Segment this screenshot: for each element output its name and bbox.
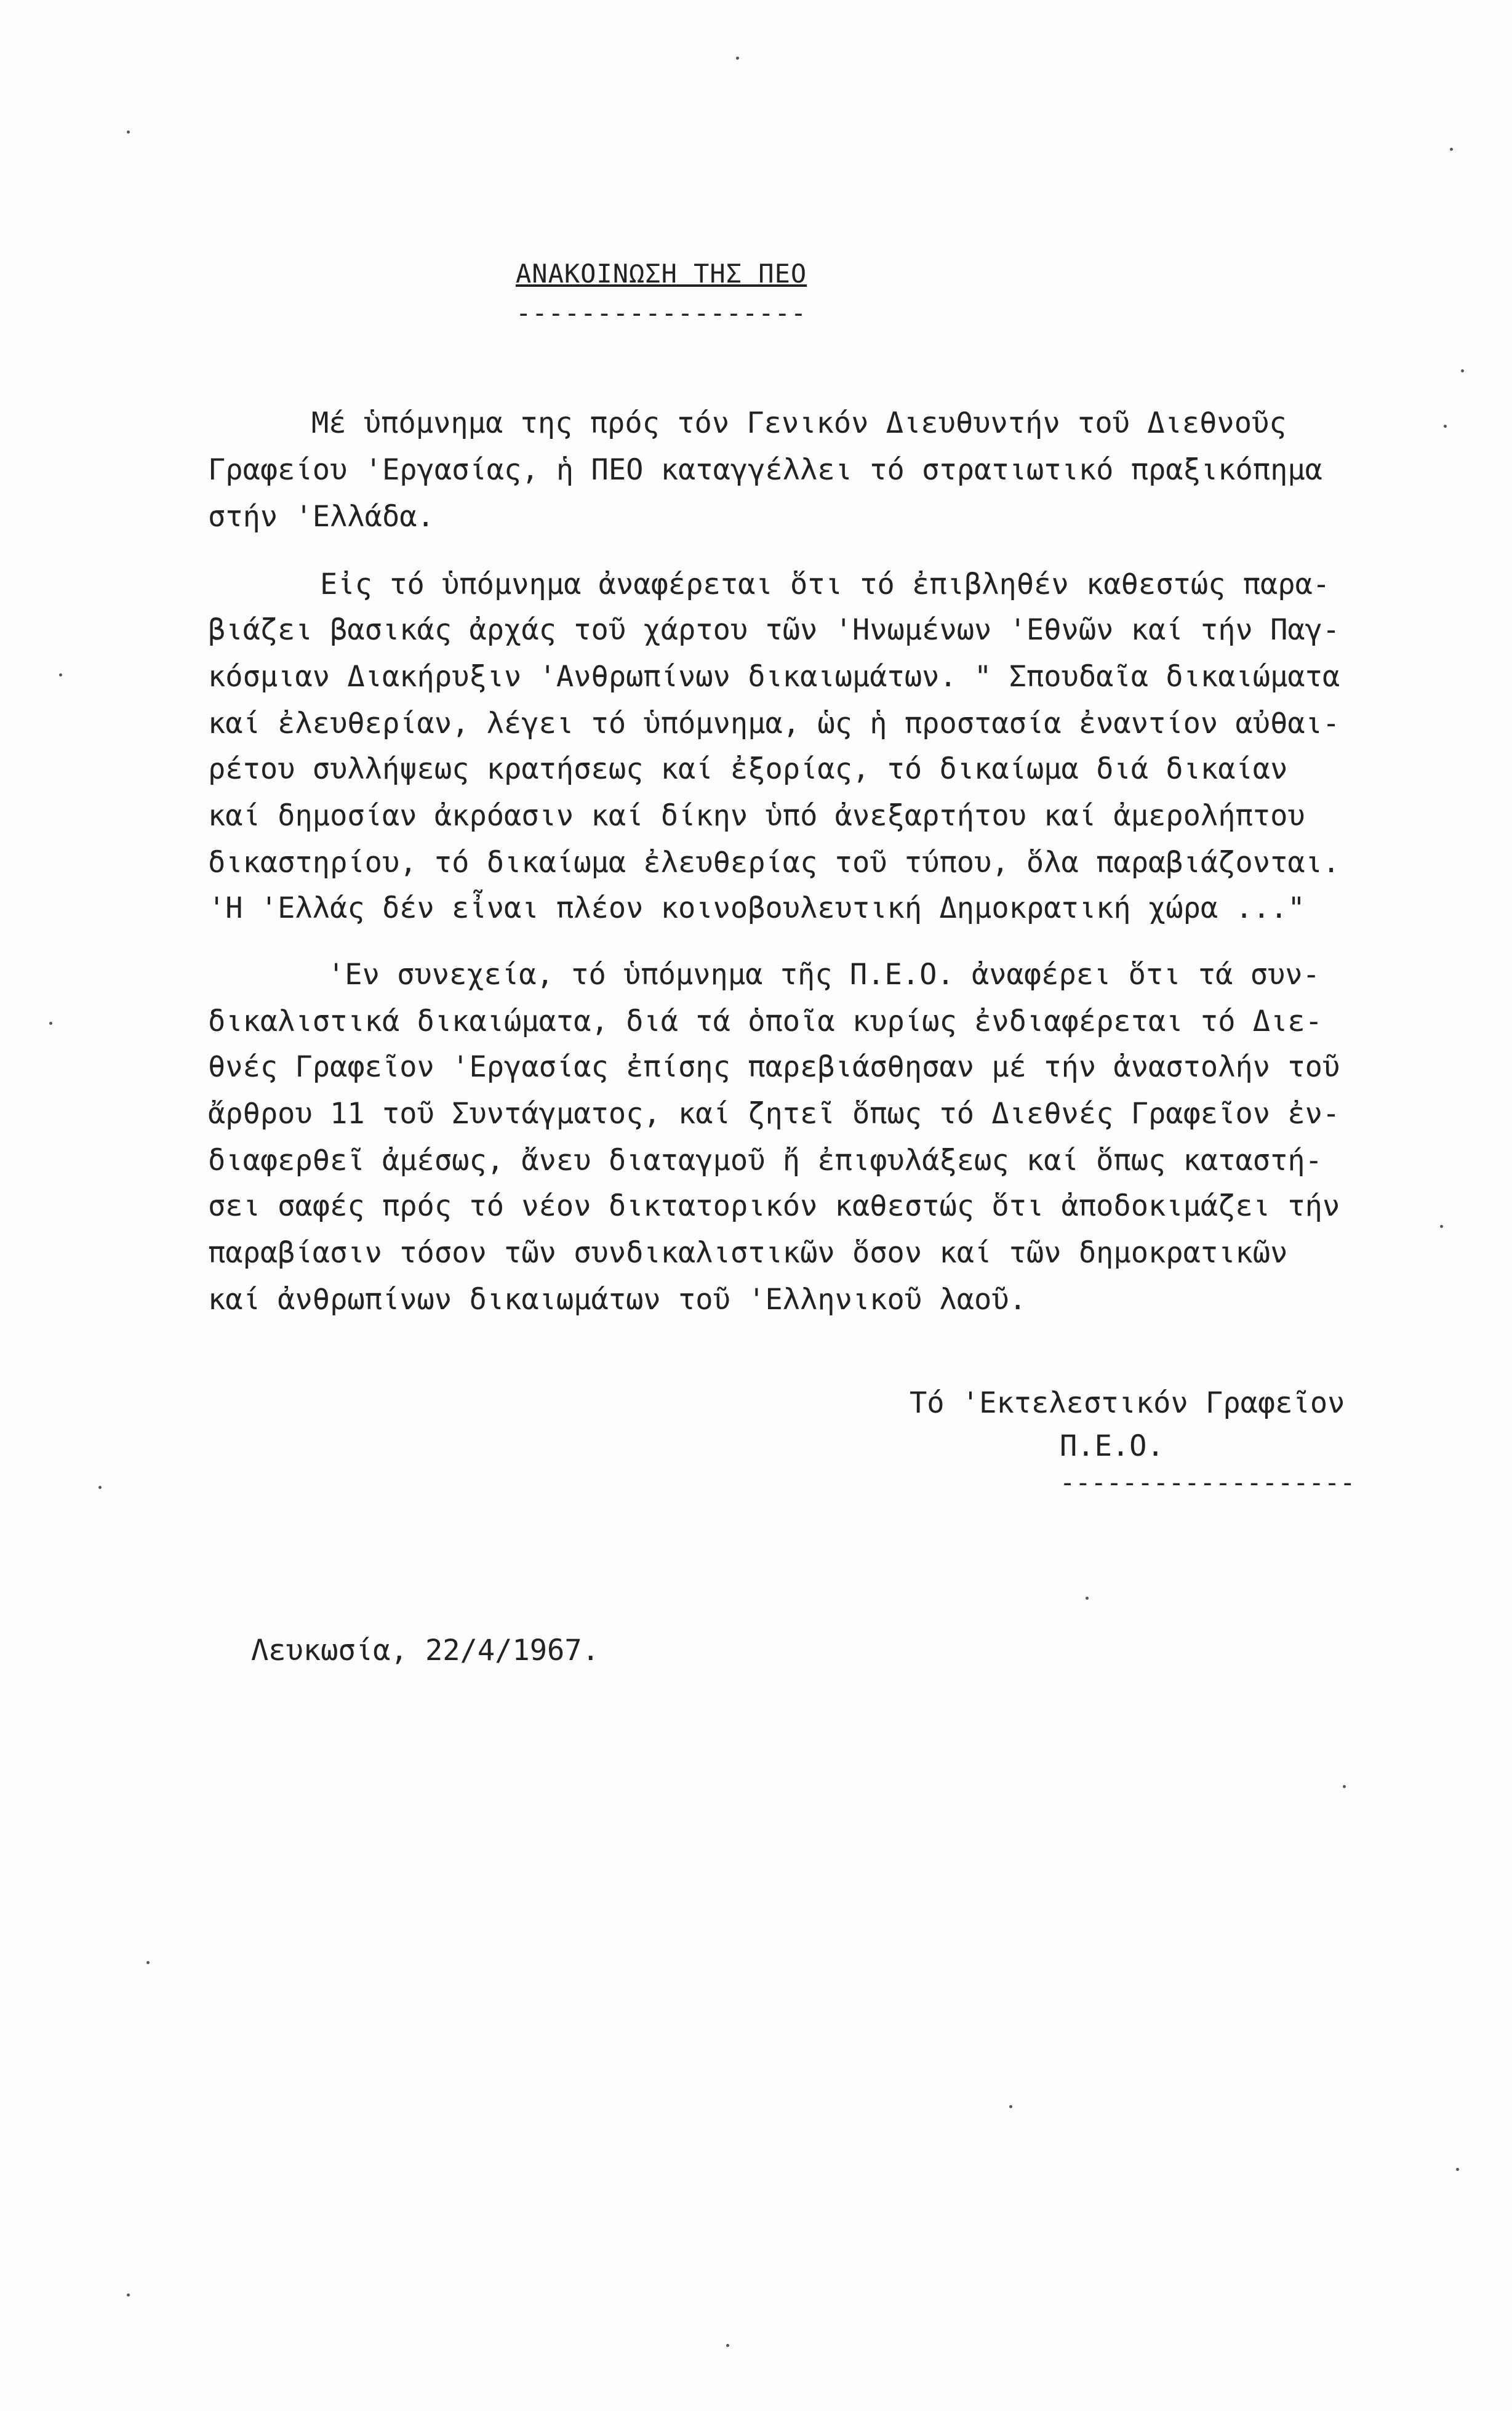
title-dashed-rule: ------------------ [516, 298, 807, 328]
paragraph-1-line-2: Γραφείου 'Εργασίας, ἡ ΠΕΟ καταγγέλλει τό στρατιωτικό πραξικόπημα [208, 453, 1322, 487]
scan-speck [1456, 2168, 1459, 2171]
scan-speck [127, 130, 130, 134]
scan-speck [1086, 1597, 1089, 1600]
paragraph-3-line-3: θνές Γραφεῖον 'Εργασίας ἐπίσης παρεβιάσθησαν μέ τήν ἀναστολήν τοῦ [208, 1050, 1340, 1084]
document-title: ΑΝΑΚΟΙΝΩΣΗ ΤΗΣ ΠΕΟ [516, 259, 807, 289]
paragraph-2-line-2: βιάζει βασικάς ἀρχάς τοῦ χάρτου τῶν 'Ηνωμένων 'Εθνῶν καί τήν Παγ- [208, 613, 1340, 647]
paragraph-3-line-1: 'Εν συνεχεία, τό ὑπόμνημα τῆς Π.Ε.Ο. ἀναφέρει ὅτι τά συν- [327, 958, 1320, 992]
paragraph-2-line-6: καί δημοσίαν ἀκρόασιν καί δίκην ὑπό ἀνεξαρτήτου καί ἀμερολήπτου [208, 799, 1305, 833]
date-line: Λευκωσία, 22/4/1967. [251, 1634, 599, 1667]
paragraph-2-line-5: ρέτου συλλήψεως κρατήσεως καί ἐξορίας, τό δικαίωμα διά δικαίαν [208, 752, 1288, 786]
paragraph-2-line-4: καί ἐλευθερίαν, λέγει τό ὑπόμνημα, ὡς ἡ προστασία ἐναντίον αὐθαι- [208, 707, 1340, 740]
scan-speck [1343, 1785, 1346, 1788]
paragraph-3-line-2: δικαλιστικά δικαιώματα, διά τά ὁποῖα κυρίως ἐνδιαφέρεται τό Διε- [208, 1005, 1322, 1038]
paragraph-2-line-8: 'Η 'Ελλάς δέν εἶναι πλέον κοινοβουλευτική Δημοκρατική χώρα ..." [208, 891, 1305, 925]
scan-speck [1461, 369, 1464, 372]
paragraph-2-line-7: δικαστηρίου, τό δικαίωμα ἐλευθερίας τοῦ τύπου, ὅλα παραβιάζονται. [208, 846, 1340, 880]
scan-speck [49, 1022, 52, 1025]
paragraph-1-line-1: Μέ ὑπόμνημα της πρός τόν Γενικόν Διευθυντήν τοῦ Διεθνοῦς [311, 406, 1287, 440]
signature-line-2: Π.Ε.Ο. [1060, 1429, 1164, 1463]
scan-speck [726, 2344, 729, 2347]
signature-line-1: Τό 'Εκτελεστικόν Γραφεῖον [910, 1386, 1345, 1420]
scan-speck [1009, 2105, 1012, 2108]
scan-speck [59, 673, 62, 676]
scan-speck [127, 2293, 130, 2297]
scan-speck [736, 57, 739, 60]
paragraph-3-line-8: καί ἀνθρωπίνων δικαιωμάτων τοῦ 'Ελληνικοῦ λαοῦ. [208, 1283, 1026, 1317]
paragraph-3-line-5: διαφερθεῖ ἀμέσως, ἄνευ διαταγμοῦ ἤ ἐπιφυλάξεως καί ὅπως καταστή- [208, 1144, 1322, 1177]
scan-speck [146, 1961, 150, 1964]
paragraph-2-line-1: Εἰς τό ὑπόμνημα ἀναφέρεται ὅτι τό ἐπιβληθέν καθεστώς παρα- [320, 568, 1330, 601]
signature-dashed-rule: ------------------- [1060, 1467, 1356, 1498]
scan-speck [1440, 1225, 1443, 1228]
paragraph-2-line-3: κόσμιαν Διακήρυξιν 'Ανθρωπίνων δικαιωμάτων. " Σπουδαῖα δικαιώματα [208, 660, 1340, 694]
paragraph-3-line-4: ἄρθρου 11 τοῦ Συντάγματος, καί ζητεῖ ὅπως τό Διεθνές Γραφεῖον ἐν- [208, 1097, 1340, 1131]
paragraph-1-line-3: στήν 'Ελλάδα. [208, 500, 434, 534]
scan-speck [1450, 148, 1453, 151]
paragraph-3-line-7: παραβίασιν τόσον τῶν συνδικαλιστικῶν ὅσον καί τῶν δημοκρατικῶν [208, 1236, 1288, 1270]
paragraph-3-line-6: σει σαφές πρός τό νέον δικτατορικόν καθεστώς ὅτι ἀποδοκιμάζει τήν [208, 1189, 1340, 1223]
scan-speck [1444, 425, 1447, 428]
scan-speck [98, 1486, 102, 1489]
